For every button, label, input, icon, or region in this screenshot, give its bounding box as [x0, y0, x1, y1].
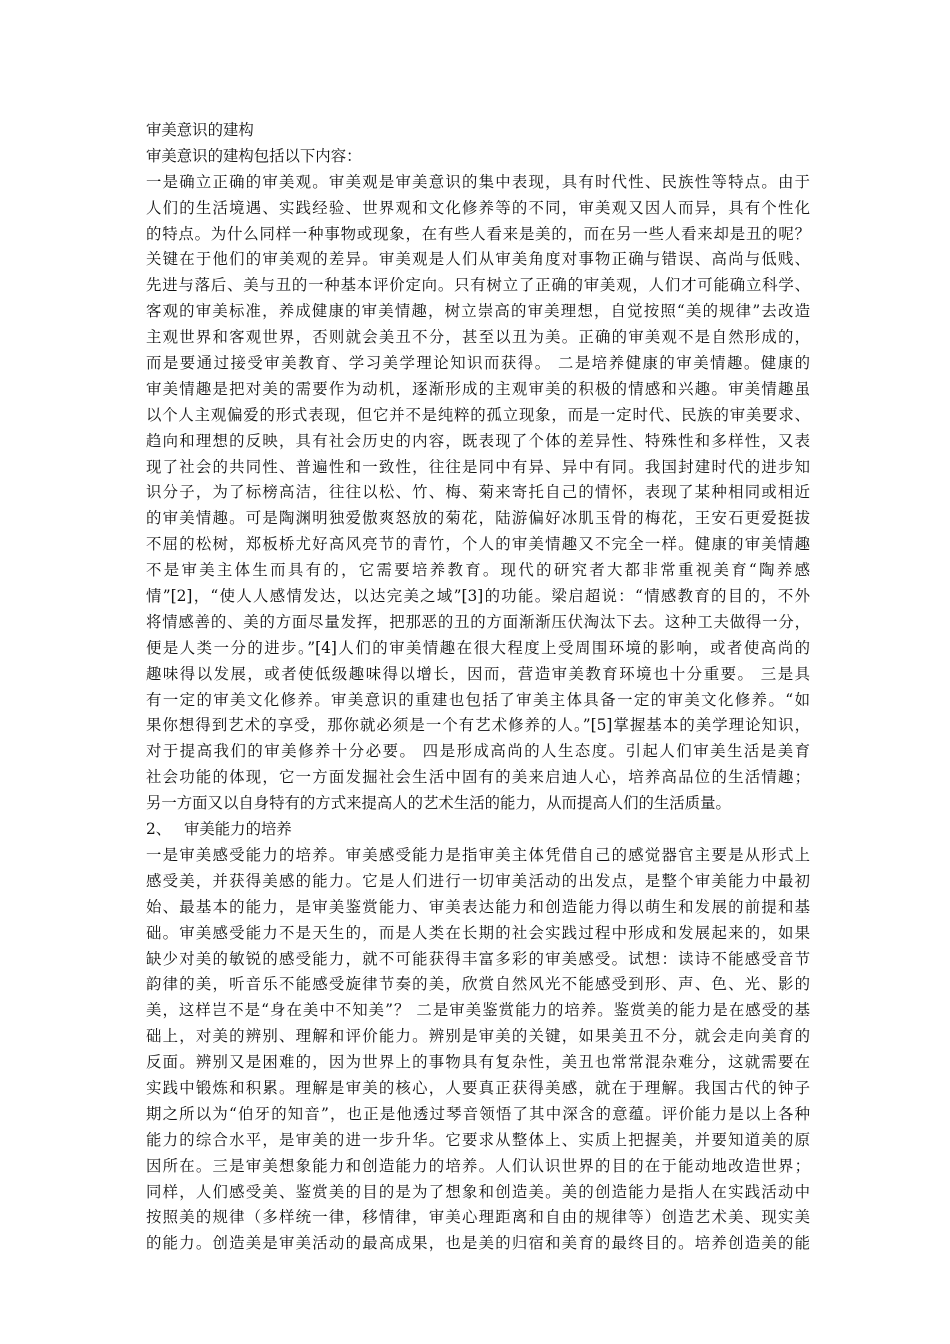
- text-line: 客观的审美标准，养成健康的审美情趣，树立崇高的审美理想，自觉按照“美的规律”去改造: [146, 302, 810, 321]
- text-line: 础上，对美的辨别、理解和评价能力。辨别是审美的关键，如果美丑不分，就会走向美育的: [146, 1027, 810, 1046]
- text-line: 缺少对美的敏锐的感受能力，就不可能获得丰富多彩的审美感受。试想：读诗不能感受音节: [146, 949, 810, 968]
- text-line: 先进与落后、美与丑的一种基本评价定向。只有树立了正确的审美观，人们才可能确立科学、: [146, 276, 810, 295]
- text-line: 的能力。创造美是审美活动的最高成果，也是美的归宿和美育的最终目的。培养创造美的能: [146, 1234, 810, 1253]
- text-line: 以个人主观偏爱的形式表现，但它并不是纯粹的孤立现象，而是一定时代、民族的审美要求、: [146, 405, 810, 424]
- text-line: 主观世界和客观世界，否则就会美丑不分，甚至以丑为美。正确的审美观不是自然形成的，: [146, 328, 810, 347]
- text-line: 人们的生活境遇、实践经验、世界观和文化修养等的不同，审美观又因人而异，具有个性化: [146, 198, 810, 217]
- text-line: 能力的综合水平，是审美的进一步升华。它要求从整体上、实质上把握美，并要知道美的原: [146, 1130, 810, 1149]
- text-line: 反面。辨别又是困难的，因为世界上的事物具有复杂性，美丑也常常混杂难分，这就需要在: [146, 1053, 810, 1072]
- text-line: 趣味得以发展，或者使低级趣味得以增长，因而，营造审美教育环境也十分重要。 三是具: [146, 664, 810, 683]
- text-line: 社会功能的体现，它一方面发掘社会生活中固有的美来启迪人心，培养高品位的生活情趣；: [146, 768, 810, 787]
- text-line: 另一方面又以自身特有的方式来提高人的艺术生活的能力，从而提高人们的生活质量。: [146, 794, 731, 813]
- text-line: 的特点。为什么同样一种事物或现象，在有些人看来是美的，而在另一些人看来却是丑的呢？: [146, 224, 810, 243]
- section-2-number: 2、: [146, 820, 172, 839]
- text-line: 识分子，为了标榜高洁，往往以松、竹、梅、菊来寄托自己的情怀，表现了某种相同或相近: [146, 483, 810, 502]
- text-line: 对于提高我们的审美修养十分必要。 四是形成高尚的人生态度。引起人们审美生活是美育: [146, 742, 810, 761]
- text-line: 关键在于他们的审美观的差异。审美观是人们从审美角度对事物正确与错误、高尚与低贱、: [146, 250, 810, 269]
- text-line: 将情感善的、美的方面尽量发挥，把那恶的丑的方面渐渐压伏淘汰下去。这种工夫做得一分，: [146, 612, 810, 631]
- text-line: 一是确立正确的审美观。审美观是审美意识的集中表现，具有时代性、民族性等特点。由于: [146, 172, 810, 191]
- text-line: 有一定的审美文化修养。审美意识的重建也包括了审美主体具备一定的审美文化修养。“如: [146, 690, 810, 709]
- text-line: 础。审美感受能力不是天生的，而是人类在长期的社会实践过程中形成和发展起来的，如果: [146, 923, 810, 942]
- text-line: 感受美，并获得美感的能力。它是人们进行一切审美活动的出发点，是整个审美能力中最初: [146, 871, 810, 890]
- text-line: 情”[2]，“使人人感情发达，以达完美之域”[3]的功能。梁启超说：“情感教育的目的，不外: [146, 587, 810, 606]
- text-line: 的审美情趣。可是陶渊明独爱傲爽怒放的菊花，陆游偏好冰肌玉骨的梅花，王安石更爱挺拔: [146, 509, 810, 528]
- text-line: 不是审美主体生而具有的，它需要培养教育。现代的研究者大都非常重视美育“陶养感: [146, 561, 810, 580]
- text-line: 趋向和理想的反映，具有社会历史的内容，既表现了个体的差异性、特殊性和多样性，又表: [146, 431, 810, 450]
- section-2-heading-text: 审美能力的培养: [184, 820, 292, 839]
- text-line: 美，这样岂不是“身在美中不知美”？ 二是审美鉴赏能力的培养。鉴赏美的能力是在感受的基: [146, 1001, 810, 1020]
- text-line: 果你想得到艺术的享受，那你就必须是一个有艺术修养的人。”[5]掌握基本的美学理论知识，: [146, 716, 810, 735]
- text-line: 一是审美感受能力的培养。审美感受能力是指审美主体凭借自己的感觉器官主要是从形式上: [146, 845, 810, 864]
- text-line: 期之所以为“伯牙的知音”，也正是他透过琴音领悟了其中深含的意蕴。评价能力是以上各种: [146, 1104, 810, 1123]
- text-line: 而是要通过接受审美教育、学习美学理论知识而获得。 二是培养健康的审美情趣。健康的: [146, 354, 810, 373]
- text-line: 便是人类一分的进步。”[4]人们的审美情趣在很大程度上受周围环境的影响，或者使高尚的: [146, 638, 810, 657]
- text-line: 同样，人们感受美、鉴赏美的目的是为了想象和创造美。美的创造能力是指人在实践活动中: [146, 1182, 810, 1201]
- text-line: 韵律的美，听音乐不能感受旋律节奏的美，欣赏自然风光不能感受到形、声、色、光、影的: [146, 975, 810, 994]
- document-intro: 审美意识的建构包括以下内容：: [146, 146, 362, 165]
- section-2-paragraph: [146, 843, 810, 1257]
- text-line: 按照美的规律（多样统一律，移情律，审美心理距离和自由的规律等）创造艺术美、现实美: [146, 1208, 810, 1227]
- document-page: [146, 118, 810, 1257]
- text-line: 始、最基本的能力，是审美鉴赏能力、审美表达能力和创造能力得以萌生和发展的前提和基: [146, 897, 810, 916]
- document-title: 审美意识的建构: [146, 121, 254, 139]
- section-2-heading: [146, 817, 810, 843]
- section-1-paragraph: [146, 170, 810, 817]
- text-line: 因所在。三是审美想象能力和创造能力的培养。人们认识世界的目的在于能动地改造世界；: [146, 1156, 810, 1175]
- text-line: 不屈的松树，郑板桥尤好高风亮节的青竹，个人的审美情趣又不完全一样。健康的审美情趣: [146, 535, 810, 554]
- text-line: 审美情趣是把对美的需要作为动机，逐渐形成的主观审美的积极的情感和兴趣。审美情趣虽: [146, 379, 810, 398]
- text-line: 现了社会的共同性、普遍性和一致性，往往是同中有异、异中有同。我国封建时代的进步知: [146, 457, 810, 476]
- text-line: 实践中锻炼和积累。理解是审美的核心，人要真正获得美感，就在于理解。我国古代的钟子: [146, 1078, 810, 1097]
